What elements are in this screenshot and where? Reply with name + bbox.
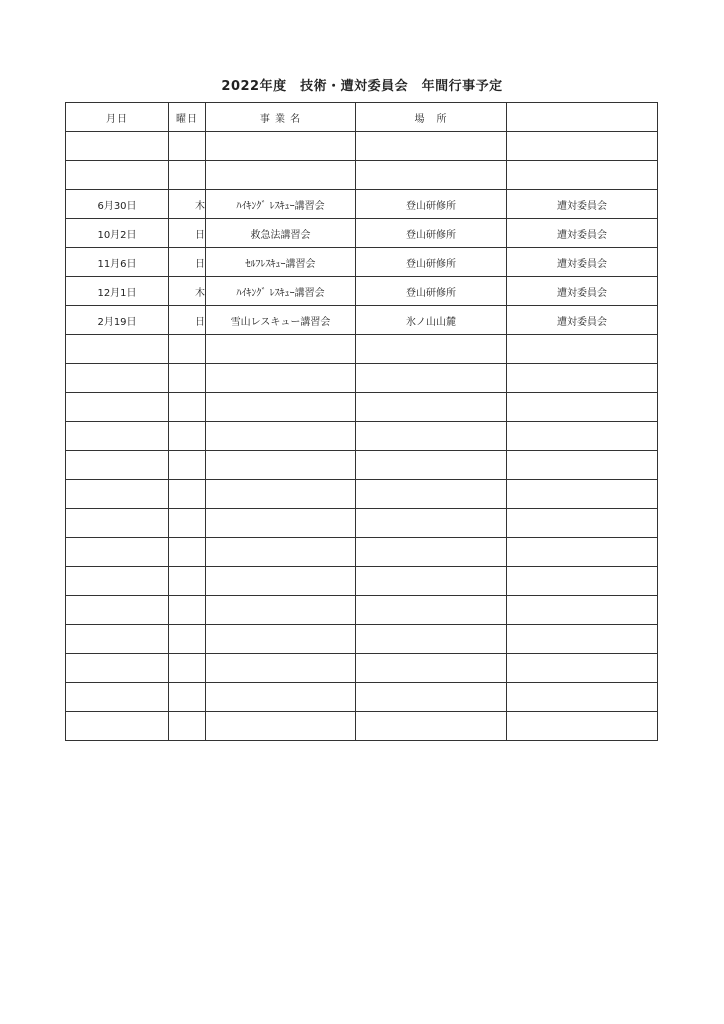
table-header [66, 103, 658, 132]
cell-place [356, 393, 507, 422]
cell-place: 登山研修所 [356, 190, 507, 219]
cell-organizer [507, 654, 658, 683]
cell-place [356, 654, 507, 683]
cell-day [169, 567, 206, 596]
table-row [66, 219, 658, 248]
cell-place [356, 364, 507, 393]
cell-event: ｾﾙﾌﾚｽｷｭｰ講習会 [206, 248, 356, 277]
cell-event [206, 509, 356, 538]
cell-place: 氷ノ山山麓 [356, 306, 507, 335]
cell-date [66, 509, 169, 538]
cell-day [169, 422, 206, 451]
table-row [66, 596, 658, 625]
cell-event [206, 364, 356, 393]
header-event: 事 業 名 [206, 103, 356, 132]
table-row [66, 190, 658, 219]
cell-date [66, 393, 169, 422]
header-day: 曜日 [169, 103, 206, 132]
cell-organizer [507, 335, 658, 364]
table-row [66, 480, 658, 509]
cell-day: 日 [169, 219, 206, 248]
table-row [66, 422, 658, 451]
cell-event [206, 161, 356, 190]
cell-organizer: 遭対委員会 [507, 277, 658, 306]
cell-event: ﾊｲｷﾝｸﾞ ﾚｽｷｭｰ講習会 [206, 190, 356, 219]
table-row [66, 538, 658, 567]
cell-place: 登山研修所 [356, 277, 507, 306]
cell-day [169, 335, 206, 364]
cell-organizer [507, 509, 658, 538]
cell-event [206, 132, 356, 161]
cell-event [206, 654, 356, 683]
cell-place [356, 538, 507, 567]
cell-event [206, 596, 356, 625]
cell-place [356, 480, 507, 509]
cell-place [356, 683, 507, 712]
cell-event [206, 625, 356, 654]
cell-place [356, 596, 507, 625]
cell-event [206, 683, 356, 712]
cell-day [169, 480, 206, 509]
cell-day: 日 [169, 248, 206, 277]
cell-date [66, 683, 169, 712]
table-row [66, 393, 658, 422]
cell-place [356, 625, 507, 654]
cell-day [169, 132, 206, 161]
cell-event: 救急法講習会 [206, 219, 356, 248]
cell-organizer [507, 538, 658, 567]
cell-day [169, 625, 206, 654]
cell-organizer [507, 132, 658, 161]
cell-day [169, 538, 206, 567]
cell-event: ﾊｲｷﾝｸﾞ ﾚｽｷｭｰ講習会 [206, 277, 356, 306]
header-organizer [507, 103, 658, 132]
table-row [66, 132, 658, 161]
cell-date [66, 161, 169, 190]
cell-day [169, 596, 206, 625]
cell-day [169, 683, 206, 712]
table-row [66, 625, 658, 654]
table-row [66, 364, 658, 393]
cell-organizer [507, 364, 658, 393]
cell-date: 12月1日 [66, 277, 169, 306]
cell-date: 10月2日 [66, 219, 169, 248]
table-row [66, 248, 658, 277]
cell-date [66, 712, 169, 741]
table-body [66, 132, 658, 741]
cell-place [356, 132, 507, 161]
cell-place [356, 335, 507, 364]
cell-event [206, 538, 356, 567]
cell-day [169, 451, 206, 480]
cell-place [356, 567, 507, 596]
cell-day [169, 161, 206, 190]
cell-place [356, 422, 507, 451]
cell-event: 雪山レスキュー講習会 [206, 306, 356, 335]
cell-date [66, 567, 169, 596]
page-title: 2022年度 技術・遭対委員会 年間行事予定 [221, 79, 503, 94]
header-date: 月日 [66, 103, 169, 132]
cell-date: 6月30日 [66, 190, 169, 219]
table-row [66, 277, 658, 306]
cell-place [356, 451, 507, 480]
cell-date: 11月6日 [66, 248, 169, 277]
table-row [66, 567, 658, 596]
header-place: 場 所 [356, 103, 507, 132]
schedule-table [65, 102, 658, 741]
table-row [66, 683, 658, 712]
cell-organizer [507, 712, 658, 741]
cell-organizer [507, 422, 658, 451]
cell-event [206, 422, 356, 451]
cell-day [169, 364, 206, 393]
cell-day [169, 712, 206, 741]
cell-place: 登山研修所 [356, 219, 507, 248]
table-row [66, 161, 658, 190]
cell-day [169, 509, 206, 538]
cell-day: 木 [169, 277, 206, 306]
cell-date [66, 335, 169, 364]
cell-organizer: 遭対委員会 [507, 190, 658, 219]
cell-day [169, 393, 206, 422]
cell-event [206, 393, 356, 422]
cell-date [66, 538, 169, 567]
table-row [66, 509, 658, 538]
cell-organizer [507, 683, 658, 712]
cell-date [66, 422, 169, 451]
cell-organizer: 遭対委員会 [507, 248, 658, 277]
cell-day [169, 654, 206, 683]
cell-event [206, 335, 356, 364]
cell-date: 2月19日 [66, 306, 169, 335]
cell-date [66, 480, 169, 509]
cell-organizer: 遭対委員会 [507, 219, 658, 248]
cell-organizer [507, 393, 658, 422]
cell-event [206, 567, 356, 596]
table-row [66, 712, 658, 741]
cell-event [206, 451, 356, 480]
cell-organizer [507, 161, 658, 190]
cell-date [66, 596, 169, 625]
cell-date [66, 132, 169, 161]
table-row [66, 451, 658, 480]
cell-date [66, 364, 169, 393]
cell-place [356, 161, 507, 190]
cell-place [356, 712, 507, 741]
header-row [66, 103, 658, 132]
cell-date [66, 625, 169, 654]
cell-organizer [507, 596, 658, 625]
cell-event [206, 712, 356, 741]
cell-organizer [507, 451, 658, 480]
cell-day: 日 [169, 306, 206, 335]
cell-day: 木 [169, 190, 206, 219]
cell-date [66, 451, 169, 480]
cell-place [356, 509, 507, 538]
cell-date [66, 654, 169, 683]
table-row [66, 306, 658, 335]
cell-organizer: 遭対委員会 [507, 306, 658, 335]
cell-organizer [507, 625, 658, 654]
table-row [66, 654, 658, 683]
cell-organizer [507, 480, 658, 509]
table-row [66, 335, 658, 364]
cell-place: 登山研修所 [356, 248, 507, 277]
cell-event [206, 480, 356, 509]
cell-organizer [507, 567, 658, 596]
